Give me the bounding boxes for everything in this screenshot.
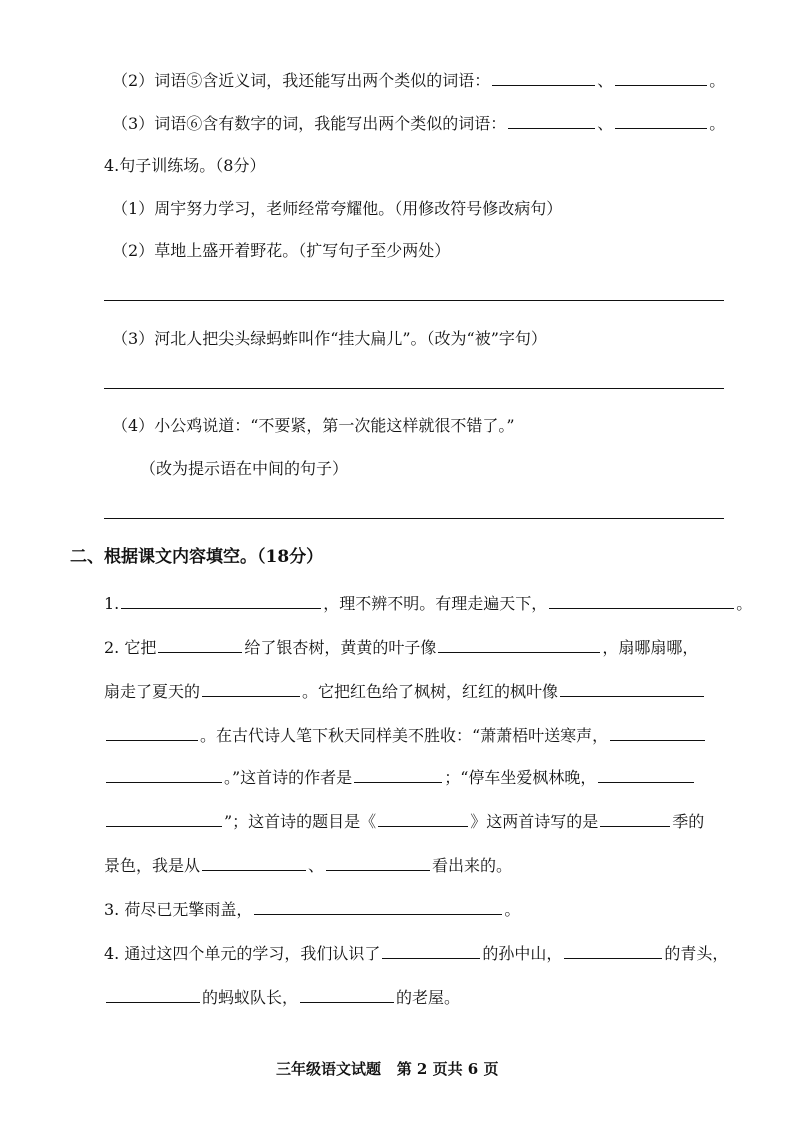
answer-blank[interactable] — [326, 854, 430, 871]
page-number: 第 2 页共 6 页 — [396, 1060, 499, 1078]
question-number: （3） — [112, 114, 155, 133]
answer-line[interactable] — [104, 518, 724, 519]
answer-blank[interactable] — [492, 69, 595, 86]
fill-question-2-line-4 — [104, 766, 696, 789]
question-number: 2. — [104, 638, 120, 657]
answer-blank[interactable] — [202, 680, 300, 697]
vocab-question-2 — [112, 69, 725, 92]
answer-blank[interactable] — [610, 724, 705, 741]
answer-blank[interactable] — [106, 766, 222, 783]
question-text: 给了银杏树，黄黄的叶子像 — [244, 638, 437, 657]
fill-question-4-line-2 — [104, 986, 460, 1009]
page-footer — [276, 1058, 498, 1079]
question-text: 》这两首诗写的是 — [470, 812, 599, 831]
separator: 、 — [597, 71, 614, 90]
vocab-question-3 — [112, 112, 725, 135]
item-number: （2） — [112, 241, 155, 260]
period: 。 — [709, 114, 726, 133]
period: 。 — [736, 594, 753, 613]
question-text: 的蚂蚁队长， — [202, 988, 299, 1007]
fill-question-2-line-5 — [104, 810, 704, 833]
answer-blank[interactable] — [300, 986, 394, 1003]
question-text: 。”这首诗的作者是 — [224, 768, 353, 787]
separator: 、 — [597, 114, 614, 133]
period: 。 — [504, 900, 521, 919]
question-number: （2） — [112, 71, 155, 90]
question-text: 的老屋。 — [396, 988, 461, 1007]
answer-blank[interactable] — [121, 592, 321, 609]
answer-line[interactable] — [104, 388, 724, 389]
fill-question-1 — [104, 592, 752, 615]
separator: 、 — [308, 856, 325, 875]
sentence-item-4-note: （改为提示语在中间的句子） — [140, 459, 349, 478]
period: 。 — [709, 71, 726, 90]
answer-blank[interactable] — [106, 724, 198, 741]
answer-blank[interactable] — [615, 69, 707, 86]
answer-blank[interactable] — [378, 810, 468, 827]
answer-blank[interactable] — [564, 942, 662, 959]
question-text: 它把 — [124, 638, 157, 657]
sentence-item-3 — [112, 328, 547, 350]
part-2-heading: 二、根据课文内容填空。（18分） — [70, 547, 324, 567]
sentence-item-4 — [112, 415, 515, 437]
answer-blank[interactable] — [549, 592, 734, 609]
question-text: ”；这首诗的题目是《 — [224, 812, 377, 831]
question-text: ；“停车坐爱枫林晚， — [444, 768, 597, 787]
item-text: 小公鸡说道：“不要紧，第一次能这样就很不错了。” — [154, 416, 515, 435]
item-number: （3） — [112, 329, 155, 348]
answer-blank[interactable] — [106, 810, 222, 827]
question-text: 看出来的。 — [432, 856, 513, 875]
question-text: 的孙中山， — [482, 944, 563, 963]
item-text: 草地上盛开着野花。（扩写句子至少两处） — [154, 241, 451, 260]
question-number: 3. — [104, 900, 120, 919]
question-text: 景色，我是从 — [104, 856, 201, 875]
answer-blank[interactable] — [382, 942, 480, 959]
question-text: 。它把红色给了枫树，红红的枫叶像 — [302, 682, 559, 701]
question-text: 季的 — [672, 812, 705, 831]
answer-blank[interactable] — [158, 636, 242, 653]
answer-blank[interactable] — [508, 112, 595, 129]
fill-question-2-line-2 — [104, 680, 706, 703]
question-text: 荷尽已无擎雨盖， — [124, 900, 253, 919]
answer-blank[interactable] — [600, 810, 670, 827]
sentence-item-2 — [112, 240, 450, 262]
item-number: （1） — [112, 199, 155, 218]
question-text: 扇走了夏天的 — [104, 682, 201, 701]
section-4-heading: 4.句子训练场。（8分） — [104, 156, 266, 175]
answer-blank[interactable] — [254, 898, 502, 915]
question-number: 4. — [104, 944, 120, 963]
question-text: ，扇哪扇哪， — [602, 638, 699, 657]
fill-question-3 — [104, 898, 520, 921]
question-number: 1. — [104, 594, 120, 613]
fill-question-2-line-1 — [104, 636, 698, 659]
fill-question-2-line-6 — [104, 854, 512, 877]
question-text: 词语⑥含有数字的词，我能写出两个类似的词语： — [154, 114, 507, 133]
item-number: （4） — [112, 416, 155, 435]
answer-blank[interactable] — [438, 636, 600, 653]
item-text: 周宇努力学习，老师经常夸耀他。（用修改符号修改病句） — [154, 199, 563, 218]
question-text: 通过这四个单元的学习，我们认识了 — [124, 944, 381, 963]
fill-question-4-line-1 — [104, 942, 728, 965]
answer-blank[interactable] — [615, 112, 707, 129]
exam-title: 三年级语文试题 — [276, 1060, 382, 1078]
question-text: ，理不辨不明。有理走遍天下， — [323, 594, 548, 613]
question-text: 。在古代诗人笔下秋天同样美不胜收：“萧萧梧叶送寒声， — [200, 726, 609, 745]
answer-blank[interactable] — [354, 766, 442, 783]
sentence-item-1 — [112, 198, 562, 220]
question-text: 词语⑤含近义词，我还能写出两个类似的词语： — [154, 71, 491, 90]
question-text: 的青头， — [664, 944, 729, 963]
fill-question-2-line-3 — [104, 724, 707, 747]
answer-blank[interactable] — [560, 680, 704, 697]
answer-blank[interactable] — [202, 854, 306, 871]
answer-blank[interactable] — [598, 766, 694, 783]
answer-blank[interactable] — [106, 986, 200, 1003]
answer-line[interactable] — [104, 300, 724, 301]
item-text: 河北人把尖头绿蚂蚱叫作“挂大扁儿”。（改为“被”字句） — [154, 329, 547, 348]
